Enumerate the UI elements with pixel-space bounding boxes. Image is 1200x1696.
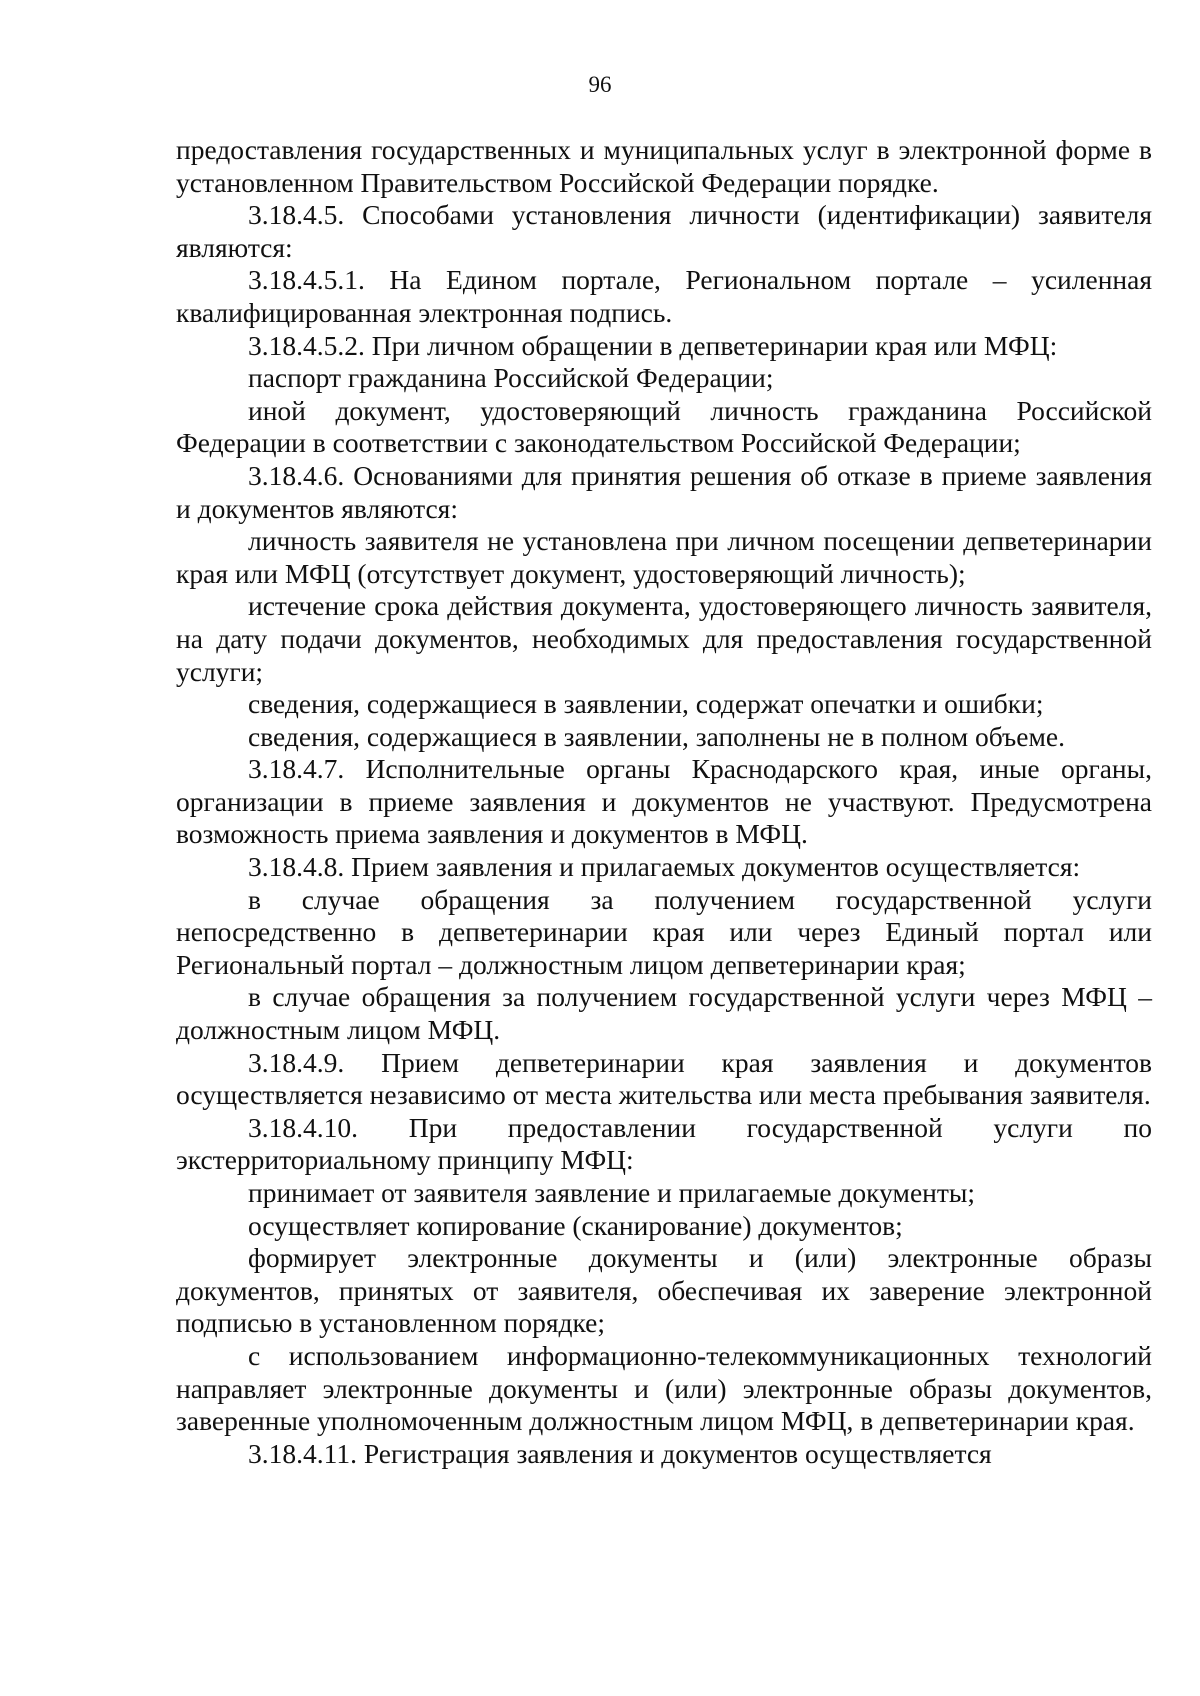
paragraph: 3.18.4.10. При предоставлении государственной услуги по экстерриториальному принципу МФЦ: — [176, 1111, 1152, 1176]
paragraph: иной документ, удостоверяющий личность гражданина Российской Федерации в соответствии с законодательством Российской Федерации; — [176, 394, 1152, 459]
paragraph: 3.18.4.5.1. На Едином портале, Региональном портале – усиленная квалифицированная электронная подпись. — [176, 264, 1152, 328]
paragraph: в случае обращения за получением государственной услуги непосредственно в депветеринарии края или через Единый портал или Региональный портал – должностным лицом депветеринарии края; — [176, 883, 1152, 980]
paragraph: с использованием информационно-телекоммуникационных технологий направляет электронные документы и (или) электронные образы документов, заверенные уполномоченным должностным лицом МФЦ, в депветеринарии края. — [176, 1339, 1152, 1437]
paragraph: 3.18.4.7. Исполнительные органы Краснодарского края, иные органы, организации в приеме заявления и документов не участвуют. Предусмотрена возможность приема заявления и документов в МФЦ. — [176, 753, 1152, 850]
paragraph: 3.18.4.6. Основаниями для принятия решения об отказе в приеме заявления и документов являются: — [176, 459, 1152, 524]
paragraph: осуществляет копирование (сканирование) документов; — [248, 1209, 903, 1241]
paragraph: 3.18.4.9. Прием депветеринарии края заявления и документов осуществляется независимо от места жительства или места пребывания заявителя. — [176, 1046, 1152, 1111]
paragraph: 3.18.4.5.2. При личном обращении в депветеринарии края или МФЦ: — [248, 329, 1058, 361]
paragraph: принимает от заявителя заявление и прилагаемые документы; — [248, 1177, 976, 1208]
paragraph: сведения, содержащиеся в заявлении, заполнены не в полном объеме. — [248, 720, 1065, 752]
paragraph: предоставления государственных и муниципальных услуг в электронной форме в установленном Правительством Российской Федерации порядке. — [176, 134, 1152, 198]
paragraph: 3.18.4.5. Способами установления личности (идентификации) заявителя являются: — [176, 199, 1152, 263]
paragraph: формирует электронные документы и (или) электронные образы документов, принятых от заявителя, обеспечивая их заверение электронной подписью в установленном порядке; — [176, 1242, 1152, 1339]
page-number: 96 — [588, 72, 612, 97]
paragraph: истечение срока действия документа, удостоверяющего личность заявителя, на дату подачи документов, необходимых для предоставления государственной услуги; — [176, 590, 1152, 687]
document-body — [176, 134, 1152, 1470]
paragraph: 3.18.4.11. Регистрация заявления и документов осуществляется — [248, 1437, 992, 1469]
paragraph: личность заявителя не установлена при личном посещении депветеринарии края или МФЦ (отсутствует документ, удостоверяющий личность); — [176, 525, 1152, 589]
paragraph: сведения, содержащиеся в заявлении, содержат опечатки и ошибки; — [248, 688, 1044, 720]
paragraph: в случае обращения за получением государственной услуги через МФЦ – должностным лицом МФЦ. — [176, 981, 1152, 1046]
paragraph: 3.18.4.8. Прием заявления и прилагаемых документов осуществляется: — [248, 851, 1081, 883]
paragraph: паспорт гражданина Российской Федерации; — [248, 362, 774, 394]
